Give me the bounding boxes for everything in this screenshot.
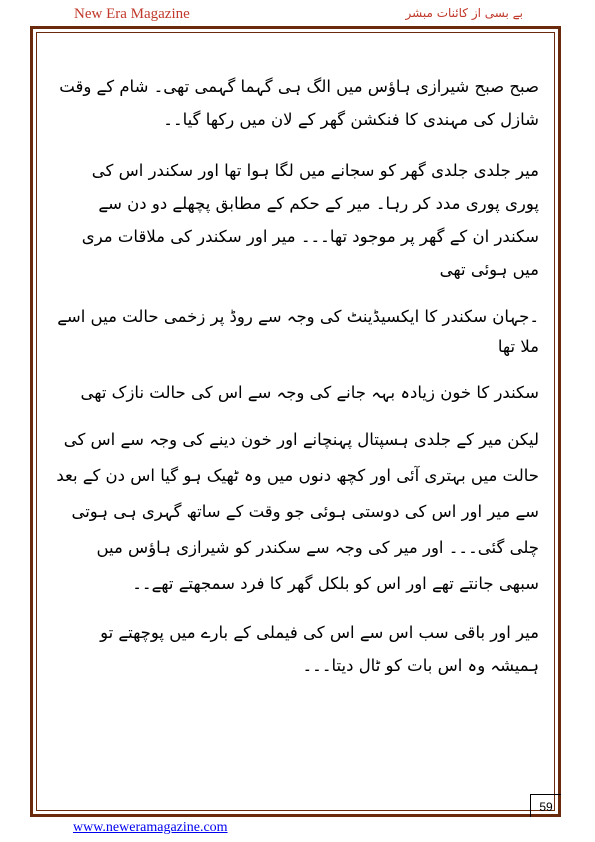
- paragraph-4: سکندر کا خون زیادہ بہہ جانے کی وجہ سے اس کی حالت نازک تھی: [80, 383, 539, 402]
- paragraph-3: ۔جہان سکندر کا ایکسیڈینٹ کی وجہ سے روڈ پر زخمی حالت میں اسے ملا تھا: [57, 307, 539, 356]
- magazine-title: New Era Magazine: [74, 6, 190, 22]
- paragraph-1: صبح صبح شیرازی ہاؤس میں الگ ہی گہما گہمی تھی۔ شام کے وقت شازل کی مہندی کا فنکشن گھر کے لان میں رکھا گیا۔۔: [59, 77, 539, 129]
- page-number: 59: [530, 794, 561, 817]
- paragraph-2: میر جلدی جلدی گھر کو سجانے میں لگا ہوا تھا اور سکندر اس کی پوری پوری مدد کر رہا۔ میر کے حکم کے مطابق پچھلے دو دن سے سکندر ان کے گھر پر موجود تھا۔۔۔ میر اور سکندر کی ملاقات مری میں ہوئی تھی: [81, 161, 539, 279]
- website-link[interactable]: www.neweramagazine.com: [73, 820, 228, 835]
- paragraph-6: میر اور باقی سب اس سے اس کی فیملی کے بارے میں پوچھتے تو ہمیشہ وہ اس بات کو ٹال دیتا۔۔۔: [100, 623, 539, 675]
- story-text: [56, 70, 539, 682]
- paragraph-5: لیکن میر کے جلدی ہسپتال پہنچانے اور خون دینے کی وجہ سے اس کی حالت میں بہتری آئی اور کچھ دنوں میں وہ ٹھیک ہو گیا اس دن کے بعد سے میر اور اس کی دوستی ہوئی جو وقت کے ساتھ گہری ہی ہوتی چلی گئی۔۔۔ اور میر کی وجہ سے سکندر کو شیرازی ہاؤس میں سبھی جانتے تھے اور اس کو بلکل گھر کا فرد سمجھتے تھے۔۔: [56, 430, 539, 593]
- novel-title: بے بسی از کائنات مبشر: [405, 6, 523, 20]
